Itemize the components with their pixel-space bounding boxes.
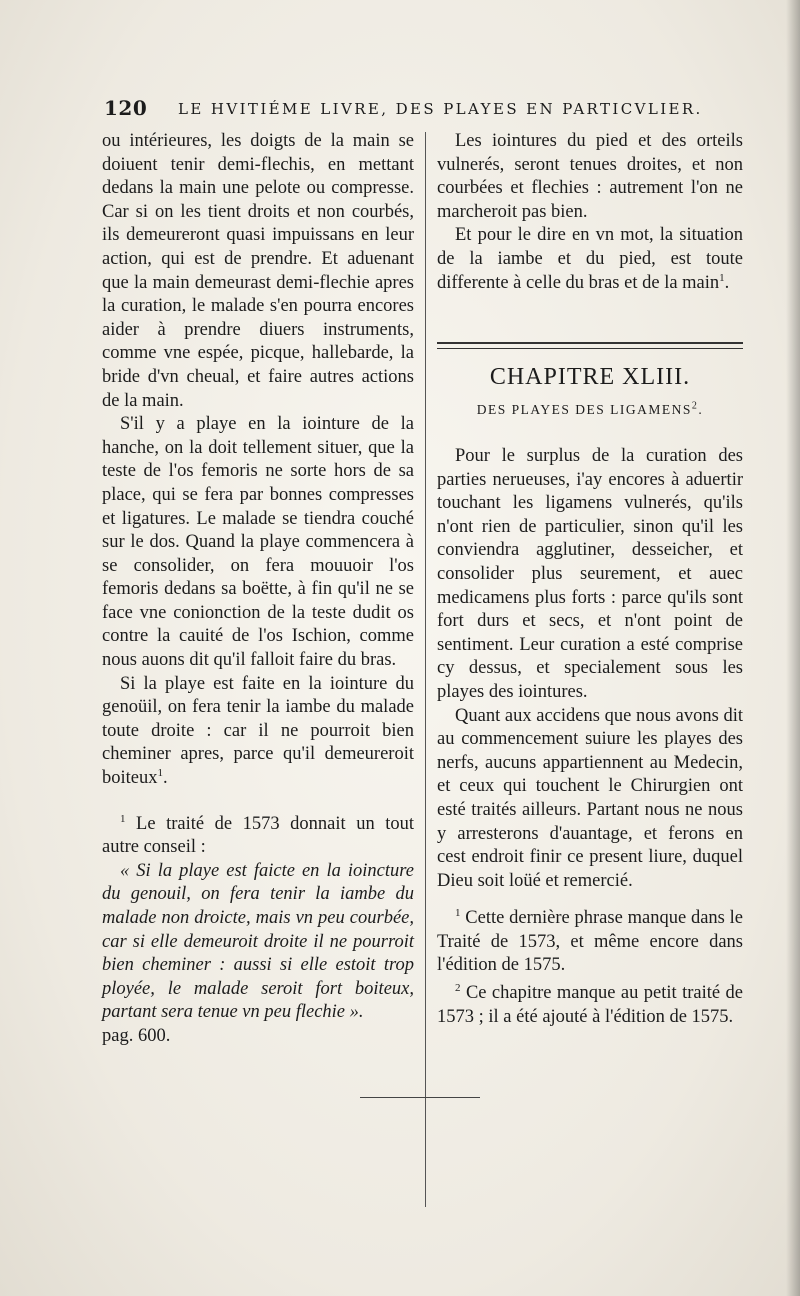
right-footnote-1-marker: 1: [455, 907, 461, 920]
right-paragraph-2-text: Et pour le dire en vn mot, la situation de la iambe et du pied, est toute differente à celle du bras et de la main: [437, 225, 743, 293]
right-footnote-1-text: Cette dernière phrase manque dans le Traité de 1573, et même encore dans l'édition de 1575.: [437, 908, 743, 976]
left-paragraph-2: S'il y a playe en la iointure de la hanche, on la doit tellement situer, que la teste de l'os femoris ne sorte hors de sa place, qui se fera par bonnes compresses et ligatures. Le malade se tiendra couché sur le dos. Quand la playe commencera à se consolider, on fera mouuoir l'os femoris dedans sa boëtte, à fin qu'il ne se face vne conionction de la teste dudit os contre la cauité de l'os Ischion, comme nous auons dit qu'il falloit faire du bras.: [102, 414, 414, 671]
right-footnote-1: [437, 907, 743, 978]
chapter-subtitle: DES PLAYES DES LIGAMENS$^2$.: [476, 400, 704, 417]
footnote-ref-1-right: 1: [719, 271, 725, 284]
right-footnote-2: [437, 982, 743, 1029]
running-head: LE HVITIÉME LIVRE, DES PLAYES EN PARTICVLIER.: [178, 100, 703, 118]
left-column: [102, 130, 414, 1049]
right-footnote-2-text: Ce chapitre manque au petit traité de 1573 ; il a été ajouté à l'édition de 1575.: [437, 983, 744, 1027]
right-paragraph-2: Et pour le dire en vn mot, la situation de la iambe et du pied, est toute differente à celle du bras et de la main$^1$.: [437, 225, 743, 293]
bottom-rule: [360, 1097, 480, 1098]
left-footnote-quote-text: « Si la playe est faicte en la ioincture du genouil, on fera tenir la iambe du malade non droicte, mais vn peu courbée, car si elle demeuroit droite il ne pourroit bien cheminer : aussi si elle estoit trop ployée, le malade seroit fort boiteux, partant sera tenue vn peu flechie ».: [102, 860, 414, 1023]
chapter-paragraph-2: Quant aux accidens que nous avons dit au commencement suiure les playes des nerfs, aucuns appartiennent au Medecin, et ceux qui touchent le Chirurgien ont esté traités ailleurs. Partant nous ne nous y arresterons d'auantage, et ferons en cest endroit finir ce present liure, duquel Dieu soit loüé et remercié.: [437, 705, 743, 891]
left-footnote-quote: [102, 860, 414, 1025]
chapter-subtitle-text: DES PLAYES DES LIGAMENS: [476, 402, 692, 417]
footnote-ref-1: 1: [157, 766, 163, 779]
right-column-top: [437, 130, 743, 295]
footnote-ref-2: 2: [691, 400, 699, 412]
page-edge-shadow: [786, 0, 800, 1296]
column-divider: [425, 132, 426, 1207]
chapter-body: [437, 445, 743, 1029]
left-footnote-intro: [102, 813, 414, 860]
left-footnote-marker: 1: [120, 812, 126, 825]
left-paragraph-1: ou intérieures, les doigts de la main se doiuent tenir demi-flechis, en mettant dedans la main une pelote ou compresse. Car si on les tient droits et non courbés, ils demeureront quasi impuissans en leur action, qui est de prendre. Et aduenant que la main demeurast demi-flechie apres la curation, le malade s'en pourra encores aider à prendre diuers instruments, comme vne espée, picque, hallebarde, la bride d'vn cheual, et faire autres actions de la main.: [102, 131, 414, 411]
left-paragraph-3-text: Si la playe est faite en la iointure du genoüil, on fera tenir la iambe du malade toute droite : car il ne pourroit bien cheminer apres, parce qu'il demeureroit boiteux: [102, 673, 414, 789]
right-paragraph-1: Les iointures du pied et des orteils vulnerés, seront tenues droites, et non courbées et flechies : autrement l'on ne marcheroit pas bien.: [437, 131, 743, 222]
page-number: 120: [104, 96, 148, 120]
chapter-paragraph-1: Pour le surplus de la curation des parties nerueuses, i'ay encores à aduertir touchant les ligamens vulnerés, qu'ils n'ont rien de particulier, sinon qu'il les conviendra agglutiner, desseicher, et consolider plus seurement, et auec medicamens plus forts : parce qu'ils sont fort durs et secs, et n'ont point de sentiment. Leur curation a esté comprise cy dessus, et specialement sous les playes des iointures.: [437, 446, 743, 702]
left-footnote-ref: pag. 600.: [102, 1025, 171, 1046]
chapter-title: CHAPITRE XLIII.: [489, 364, 691, 390]
page-header: [104, 96, 703, 120]
right-footnote-2-marker: 2: [455, 981, 461, 994]
left-footnote-intro-text: Le traité de 1573 donnait un tout autre conseil :: [102, 813, 415, 858]
chapter-separator-rule: [437, 342, 743, 349]
left-paragraph-3: Si la playe est faite en la iointure du genoüil, on fera tenir la iambe du malade toute droite : car il ne pourroit bien cheminer apres, parce qu'il demeureroit boiteux$^1$.: [102, 673, 414, 789]
